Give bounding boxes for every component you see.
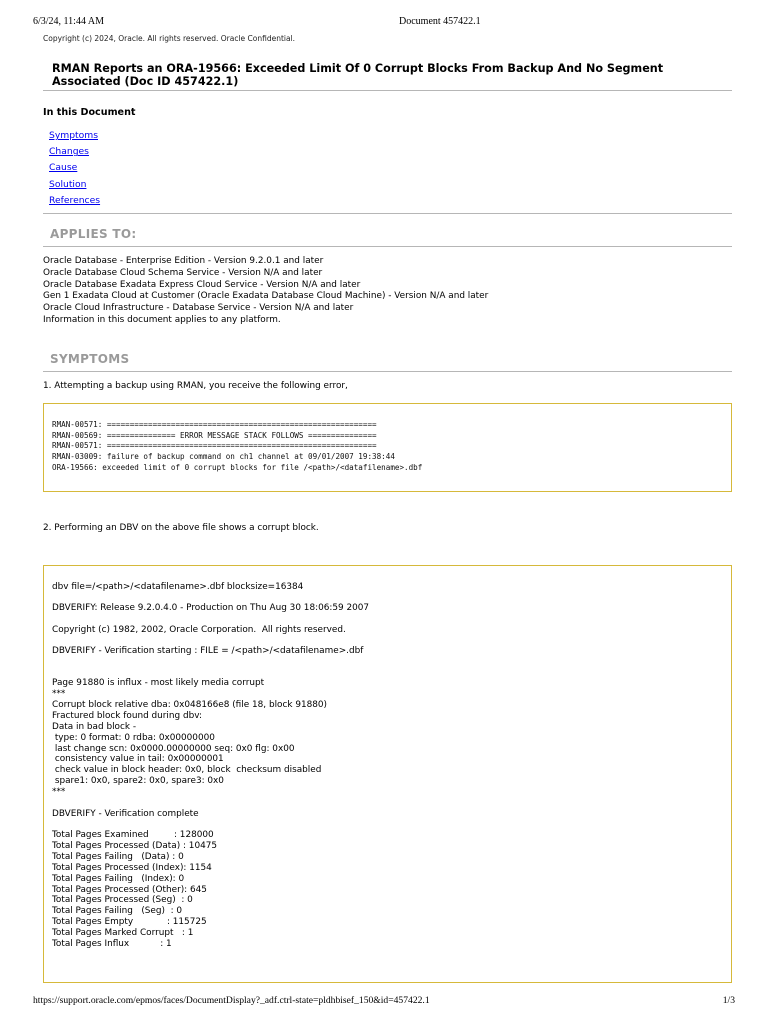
rman-error-code-block — [43, 403, 732, 492]
dbv-detail-line: type: 0 format: 0 rdba: 0x00000000 — [52, 732, 215, 743]
dbv-total-line: Total Pages Empty : 115725 — [52, 917, 207, 928]
symptoms-divider — [43, 371, 732, 372]
dbv-total-line: Total Pages Examined : 128000 — [52, 830, 214, 840]
applies-to-line: Information in this document applies to any platform. — [43, 314, 281, 325]
toc-divider — [43, 213, 732, 214]
code-line: RMAN-00569: =============== ERROR MESSAGE STACK FOLLOWS =============== — [52, 430, 377, 440]
symptoms-step-1: 1. Attempting a backup using RMAN, you receive the following error, — [43, 381, 348, 391]
applies-to-heading: APPLIES TO: — [50, 227, 137, 241]
applies-to-divider — [43, 246, 732, 247]
print-footer — [33, 995, 735, 1009]
dbv-total-line: Total Pages Processed (Other): 645 — [52, 884, 207, 895]
dbv-copyright: Copyright (c) 1982, 2002, Oracle Corporation. All rights reserved. — [52, 624, 346, 635]
toc-list — [49, 130, 100, 211]
toc-link-references[interactable]: References — [49, 194, 101, 206]
dbv-detail-line: spare1: 0x0, spare2: 0x0, spare3: 0x0 — [52, 776, 224, 787]
dbv-total-line: Total Pages Failing (Seg) : 0 — [52, 906, 183, 917]
dbv-total-line: Total Pages Processed (Seg) : 0 — [52, 895, 193, 906]
dbv-total-line: Total Pages Processed (Index): 1154 — [52, 862, 212, 873]
print-page-number: 1/3 — [722, 995, 735, 1006]
symptoms-step-2: 2. Performing an DBV on the above file shows a corrupt block. — [43, 523, 319, 533]
document-title: RMAN Reports an ORA-19566: Exceeded Limit Of 0 Corrupt Blocks From Backup And No Segment Associated (Doc ID 457422.1) — [52, 62, 664, 88]
toc-item — [49, 146, 100, 162]
dbv-total-line: Total Pages Processed (Data) : 10475 — [52, 840, 218, 851]
dbv-detail-line: Page 91880 is influx - most likely media corrupt — [52, 678, 265, 689]
applies-to-line: Oracle Database Exadata Express Cloud Service - Version N/A and later — [43, 279, 361, 290]
dbv-detail-line: Fractured block found during dbv: — [52, 710, 203, 721]
print-doc-label: Document 457422.1 — [399, 16, 481, 27]
copyright-notice: Copyright (c) 2024, Oracle. All rights reserved. Oracle Confidential. — [43, 34, 296, 43]
dbv-total-line: Total Pages Failing (Data) : 0 — [52, 851, 184, 862]
dbv-complete: DBVERIFY - Verification complete — [52, 808, 199, 819]
applies-to-line: Oracle Database - Enterprise Edition - Version 9.2.0.1 and later — [43, 256, 324, 266]
applies-to-line: Gen 1 Exadata Cloud at Customer (Oracle Exadata Database Cloud Machine) - Version N/A and later — [43, 291, 489, 302]
toc-link-solution[interactable]: Solution — [49, 178, 87, 190]
toc-item — [49, 195, 100, 211]
dbv-release: DBVERIFY: Release 9.2.0.4.0 - Production on Thu Aug 30 18:06:59 2007 — [52, 603, 370, 614]
code-line: RMAN-03009: failure of backup command on ch1 channel at 09/01/2007 19:38:44 — [52, 452, 395, 462]
title-divider — [43, 90, 732, 91]
print-url: https://support.oracle.com/epmos/faces/DocumentDisplay?_adf.ctrl-state=pldhbisef_150&id=457422.1 — [33, 995, 430, 1006]
applies-to-line: Oracle Database Cloud Schema Service - Version N/A and later — [43, 267, 323, 278]
dbv-total-line: Total Pages Influx : 1 — [52, 939, 172, 950]
code-line: ORA-19566: exceeded limit of 0 corrupt blocks for file /<path>/<datafilename>.dbf — [52, 462, 423, 472]
dbv-detail-line: *** — [52, 787, 66, 798]
toc-link-symptoms[interactable]: Symptoms — [49, 130, 99, 141]
applies-to-list — [43, 256, 488, 327]
dbv-detail-line: Corrupt block relative dba: 0x048166e8 (file 18, block 91880) — [52, 699, 328, 710]
applies-to-line: Oracle Cloud Infrastructure - Database Service - Version N/A and later — [43, 303, 354, 314]
dbv-detail-line: last change scn: 0x0000.00000000 seq: 0x0 flg: 0x00 — [52, 743, 295, 754]
print-header — [33, 16, 735, 30]
toc-link-changes[interactable]: Changes — [49, 146, 89, 158]
code-line: RMAN-00571: =========================================================== — [52, 420, 377, 429]
dbv-total-line: Total Pages Failing (Index): 0 — [52, 873, 185, 884]
dbv-total-line: Total Pages Marked Corrupt : 1 — [52, 928, 194, 939]
print-datetime: 6/3/24, 11:44 AM — [33, 16, 105, 27]
dbv-detail-line: *** — [52, 689, 66, 700]
toc-item — [49, 130, 100, 146]
dbv-detail-line: Data in bad block - — [52, 721, 137, 732]
toc-item — [49, 162, 100, 178]
dbv-command: dbv file=/<path>/<datafilename>.dbf blocksize=16384 — [52, 582, 304, 592]
toc-link-cause[interactable]: Cause — [49, 162, 78, 174]
dbv-start: DBVERIFY - Verification starting : FILE = /<path>/<datafilename>.dbf — [52, 646, 364, 657]
toc-heading: In this Document — [43, 107, 136, 118]
toc-item — [49, 179, 100, 195]
code-line: RMAN-00571: =========================================================== — [52, 441, 377, 451]
dbv-detail-line: consistency value in tail: 0x00000001 — [52, 754, 224, 765]
dbv-output-code-block — [43, 565, 732, 983]
dbv-detail-line: check value in block header: 0x0, block checksum disabled — [52, 765, 322, 776]
symptoms-heading: SYMPTOMS — [50, 352, 130, 366]
